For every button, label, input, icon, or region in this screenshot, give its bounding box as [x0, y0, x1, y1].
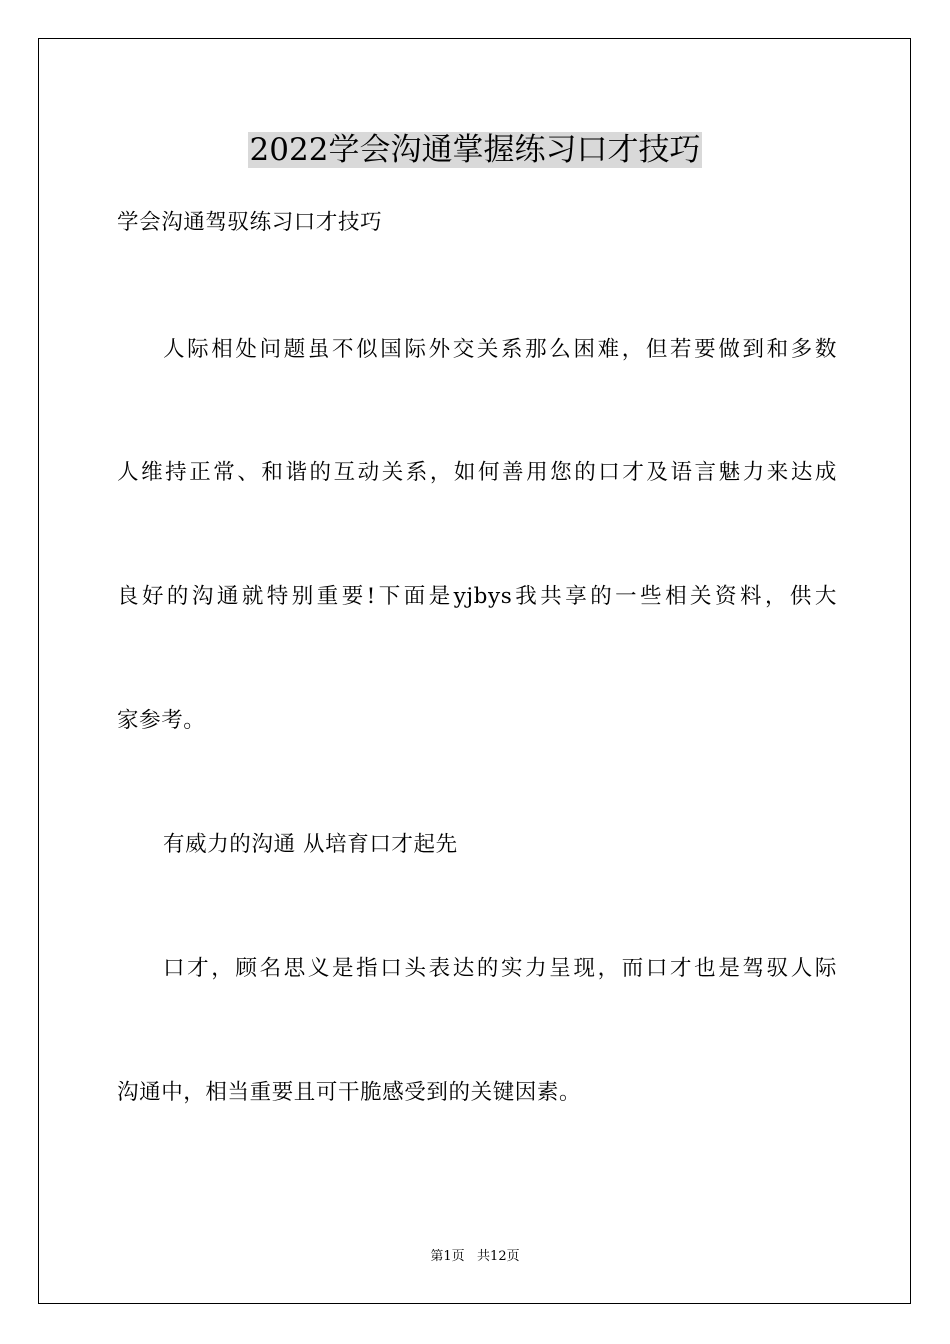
paragraph-line: 家参考。: [117, 708, 206, 733]
paragraph-line: 沟通中，相当重要且可干脆感受到的关键因素。: [117, 1080, 582, 1105]
paragraph-line: 人维持正常、和谐的互动关系，如何善用您的口才及语言魅力来达成: [117, 460, 837, 485]
document-title: [0, 128, 950, 172]
section-heading: 有威力的沟通 从培育口才起先: [163, 832, 458, 857]
page-number-footer: 第1页 共12页: [430, 1249, 520, 1264]
paragraph-line: 口才，顾名思义是指口头表达的实力呈现，而口才也是驾驭人际: [163, 956, 837, 981]
document-title-text: 2022学会沟通掌握练习口才技巧: [249, 132, 701, 168]
paragraph-line: 良好的沟通就特别重要!下面是yjbys我共享的一些相关资料，供大: [117, 584, 837, 609]
document-subtitle: 学会沟通驾驭练习口才技巧: [117, 210, 383, 235]
paragraph-line: 人际相处问题虽不似国际外交关系那么困难，但若要做到和多数: [163, 337, 837, 362]
